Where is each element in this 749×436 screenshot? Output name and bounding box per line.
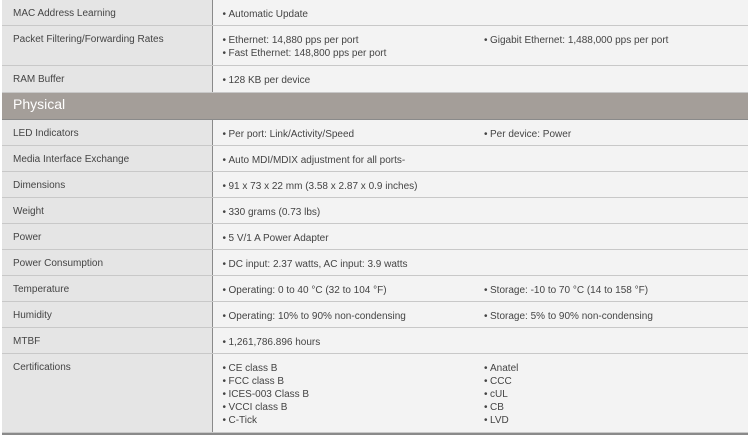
- spec-row: [2, 0, 748, 25]
- spec-row: [2, 171, 748, 197]
- bullet-glyph: •: [222, 336, 227, 348]
- spec-bullet-item: [484, 284, 748, 297]
- bullet-glyph: •: [222, 74, 227, 86]
- bullet-glyph: •: [484, 310, 488, 322]
- spec-bullet-item: [223, 128, 475, 141]
- spec-bullet-item: [223, 74, 475, 87]
- bullet-glyph: •: [222, 310, 227, 322]
- bullet-glyph: •: [484, 284, 488, 296]
- spec-row: [2, 25, 748, 65]
- spec-label: Dimensions: [2, 171, 212, 197]
- table-bottom-border: [2, 433, 748, 435]
- spec-bullet-item: [223, 336, 475, 349]
- spec-value-col2: [474, 223, 748, 249]
- spec-value-text: 1,261,786.896 hours: [228, 336, 321, 348]
- spec-bullet-item: [223, 258, 475, 271]
- spec-row: [2, 145, 748, 171]
- spec-value-text: FCC class B: [228, 375, 285, 387]
- spec-label: Temperature: [2, 275, 212, 301]
- bullet-glyph: •: [222, 206, 227, 218]
- spec-table-body: [2, 0, 748, 432]
- spec-bullet-item: [223, 180, 475, 193]
- spec-value-text: CCC: [490, 375, 512, 387]
- spec-table: [2, 0, 748, 433]
- spec-label: MTBF: [2, 327, 212, 353]
- spec-value-text: Automatic Update: [228, 9, 308, 20]
- spec-bullet-item: [484, 388, 748, 401]
- spec-bullet-item: [484, 401, 748, 414]
- spec-value-col2: [474, 275, 748, 301]
- spec-label: Humidity: [2, 301, 212, 327]
- spec-label: LED Indicators: [2, 119, 212, 145]
- spec-value-text: Anatel: [490, 362, 519, 374]
- spec-value-text: ICES-003 Class B: [228, 388, 310, 400]
- spec-value-text: Storage: 5% to 90% non-condensing: [490, 310, 653, 322]
- spec-value-text: 91 x 73 x 22 mm (3.58 x 2.87 x 0.9 inches): [228, 180, 418, 192]
- spec-value-text: cUL: [490, 388, 508, 400]
- bullet-glyph: •: [222, 375, 227, 387]
- spec-bullet-item: [223, 362, 475, 375]
- spec-bullet-item: [223, 375, 475, 388]
- spec-value-col1: [212, 197, 474, 223]
- bullet-glyph: •: [484, 362, 488, 374]
- spec-value-col2: [474, 197, 748, 223]
- bullet-glyph: •: [222, 414, 227, 426]
- spec-value-col1: [212, 353, 474, 432]
- spec-value-text: CB: [490, 401, 504, 413]
- spec-value-text: C-Tick: [228, 414, 258, 426]
- spec-value-col1: [212, 145, 474, 171]
- spec-value-col2: [474, 301, 748, 327]
- spec-value-text: LVD: [490, 414, 509, 426]
- spec-value-col2: [474, 0, 748, 25]
- spec-bullet-item: [223, 47, 475, 60]
- spec-bullet-item: [484, 414, 748, 427]
- spec-row: [2, 249, 748, 275]
- bullet-glyph: •: [222, 362, 227, 374]
- spec-value-col1: [212, 275, 474, 301]
- spec-value-text: Gigabit Ethernet: 1,488,000 pps per port: [490, 34, 669, 46]
- spec-bullet-item: [223, 388, 475, 401]
- bullet-glyph: •: [222, 401, 227, 413]
- spec-bullet-item: [223, 401, 475, 414]
- spec-value-text: Operating: 10% to 90% non-condensing: [228, 310, 406, 322]
- spec-value-col2: [474, 145, 748, 171]
- bullet-glyph: •: [222, 128, 227, 140]
- spec-value-text: DC input: 2.37 watts, AC input: 3.9 watts: [228, 258, 408, 270]
- spec-value-col1: [212, 25, 474, 65]
- spec-value-col1: [212, 171, 474, 197]
- spec-bullet-item: [484, 375, 748, 388]
- spec-value-text: Fast Ethernet: 148,800 pps per port: [228, 47, 387, 59]
- spec-row: [2, 65, 748, 92]
- spec-row: [2, 119, 748, 145]
- spec-bullet-item: [223, 34, 475, 47]
- bullet-glyph: •: [222, 180, 227, 192]
- bullet-glyph: •: [484, 375, 488, 387]
- spec-value-col1: [212, 249, 474, 275]
- spec-value-text: CE class B: [228, 362, 278, 374]
- spec-value-col2: [474, 249, 748, 275]
- bullet-glyph: •: [484, 414, 488, 426]
- spec-bullet-item: [484, 310, 748, 323]
- spec-bullet-item: [223, 232, 475, 245]
- spec-label: Power: [2, 223, 212, 249]
- spec-value-text: Storage: -10 to 70 °C (14 to 158 °F): [490, 284, 649, 296]
- spec-value-col2: [474, 353, 748, 432]
- spec-bullet-item: [484, 34, 748, 47]
- bullet-glyph: •: [222, 258, 227, 270]
- spec-label: RAM Buffer: [2, 65, 212, 92]
- spec-bullet-item: [223, 310, 475, 323]
- spec-label: Power Consumption: [2, 249, 212, 275]
- bullet-glyph: •: [484, 128, 488, 140]
- bullet-glyph: •: [222, 34, 227, 46]
- spec-value-text: 5 V/1 A Power Adapter: [228, 232, 329, 244]
- spec-value-col1: [212, 119, 474, 145]
- section-title: Physical: [2, 92, 748, 119]
- spec-row: [2, 353, 748, 432]
- spec-label: Packet Filtering/Forwarding Rates: [2, 25, 212, 65]
- spec-value-text: Per device: Power: [490, 128, 572, 140]
- spec-value-col2: [474, 171, 748, 197]
- spec-value-col1: [212, 223, 474, 249]
- spec-bullet-item: [223, 414, 475, 427]
- spec-value-text: Auto MDI/MDIX adjustment for all ports-: [228, 154, 406, 166]
- spec-bullet-item: [223, 8, 475, 21]
- bullet-glyph: •: [222, 47, 227, 59]
- spec-bullet-item: [223, 284, 475, 297]
- spec-label: Media Interface Exchange: [2, 145, 212, 171]
- spec-value-text: VCCI class B: [228, 401, 288, 413]
- spec-value-col1: [212, 301, 474, 327]
- spec-row: [2, 223, 748, 249]
- spec-label: Certifications: [2, 353, 212, 432]
- bullet-glyph: •: [222, 232, 227, 244]
- spec-row: [2, 301, 748, 327]
- bullet-glyph: •: [484, 401, 488, 413]
- bullet-glyph: •: [222, 154, 227, 166]
- spec-value-col1: [212, 65, 474, 92]
- spec-row: [2, 327, 748, 353]
- spec-row: [2, 197, 748, 223]
- spec-bullet-item: [484, 362, 748, 375]
- spec-value-text: Operating: 0 to 40 °C (32 to 104 °F): [228, 284, 387, 296]
- spec-value-text: Ethernet: 14,880 pps per port: [228, 34, 359, 46]
- section-header-row: [2, 92, 748, 119]
- bullet-glyph: •: [222, 388, 227, 400]
- spec-bullet-item: [223, 154, 475, 167]
- spec-value-col1: [212, 0, 474, 25]
- spec-value-col2: [474, 119, 748, 145]
- spec-label: Weight: [2, 197, 212, 223]
- spec-row: [2, 275, 748, 301]
- bullet-glyph: •: [222, 284, 227, 296]
- spec-value-text: 128 KB per device: [228, 74, 311, 86]
- spec-label: MAC Address Learning: [2, 0, 212, 25]
- spec-bullet-item: [484, 128, 748, 141]
- spec-value-col2: [474, 25, 748, 65]
- spec-bullet-item: [223, 206, 475, 219]
- bullet-glyph: •: [484, 388, 488, 400]
- spec-value-col1: [212, 327, 474, 353]
- bullet-glyph: •: [484, 34, 488, 46]
- spec-value-text: 330 grams (0.73 lbs): [228, 206, 321, 218]
- bullet-glyph: •: [222, 9, 227, 20]
- spec-value-col2: [474, 65, 748, 92]
- spec-value-col2: [474, 327, 748, 353]
- spec-value-text: Per port: Link/Activity/Speed: [228, 128, 355, 140]
